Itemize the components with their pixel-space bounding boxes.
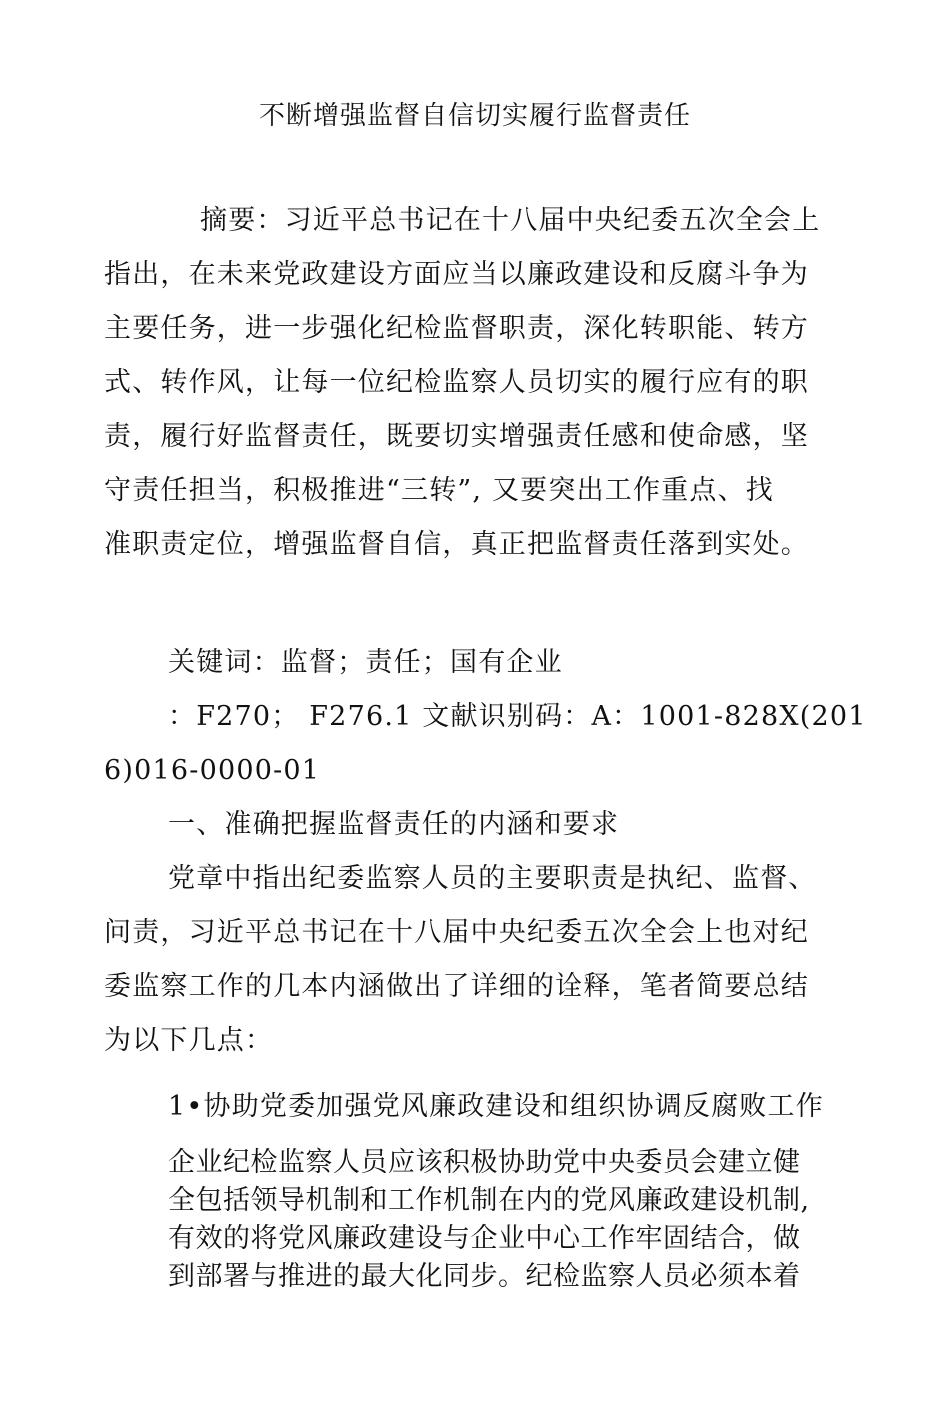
paragraph-line: 党章中指出纪委监察人员的主要职责是执纪、监督、 [168,863,817,894]
item1-paragraph [168,1144,868,1296]
paragraph-line: 有效的将党风廉政建设与企业中心工作牢固结合，做 [168,1223,801,1254]
classification-line: ：F270； F276.1 文献识别码：A：1001-828X(201 [168,701,867,732]
keywords-line [104,636,848,690]
section1-paragraph [104,852,848,1068]
item-heading [104,1080,848,1134]
section-heading [104,798,848,852]
paragraph-line: 到部署与推进的最大化同步。纪检监察人员必须本着 [168,1261,801,1292]
paragraph-line: 企业纪检监察人员应该积极协助党中央委员会建立健 [168,1147,801,1178]
paragraph-line: 全包括领导机制和工作机制在内的党风廉政建设机制, [168,1185,810,1216]
abstract-paragraph [104,194,848,572]
paragraph-line: 问责，习近平总书记在十八届中央纪委五次全会上也对纪 [104,917,809,948]
document-title: 不断增强监督自信切实履行监督责任 [258,101,691,131]
abstract-line: 责，履行好监督责任，既要切实增强责任感和使命感，坚 [104,421,809,452]
abstract-line: 指出，在未来党政建设方面应当以廉政建设和反腐斗争为 [104,259,809,290]
abstract-line: 守责任担当，积极推进“三转”, 又要突出工作重点、找 [104,475,774,506]
classification-line: 6)016-0000-01 [104,755,321,786]
abstract-line: 准职责定位，增强监督自信，真正把监督责任落到实处。 [104,529,809,560]
keywords-text: 关键词：监督；责任；国有企业 [168,647,563,678]
classification-block [104,690,867,798]
abstract-line: 式、转作风，让每一位纪检监察人员切实的履行应有的职 [104,367,809,398]
abstract-line: 主要任务，进一步强化纪检监督职责，深化转职能、转方 [104,313,809,344]
paragraph-line: 为以下几点： [104,1025,274,1056]
item-heading-text: 1•协助党委加强党风廉政建设和组织协调反腐败工作 [168,1091,824,1122]
paragraph-line: 委监察工作的几本内涵做出了详细的诠释，笔者简要总结 [104,971,809,1002]
section-heading-text: 一、准确把握监督责任的内涵和要求 [168,809,620,840]
abstract-line: 摘要：习近平总书记在十八届中央纪委五次全会上 [200,205,821,236]
